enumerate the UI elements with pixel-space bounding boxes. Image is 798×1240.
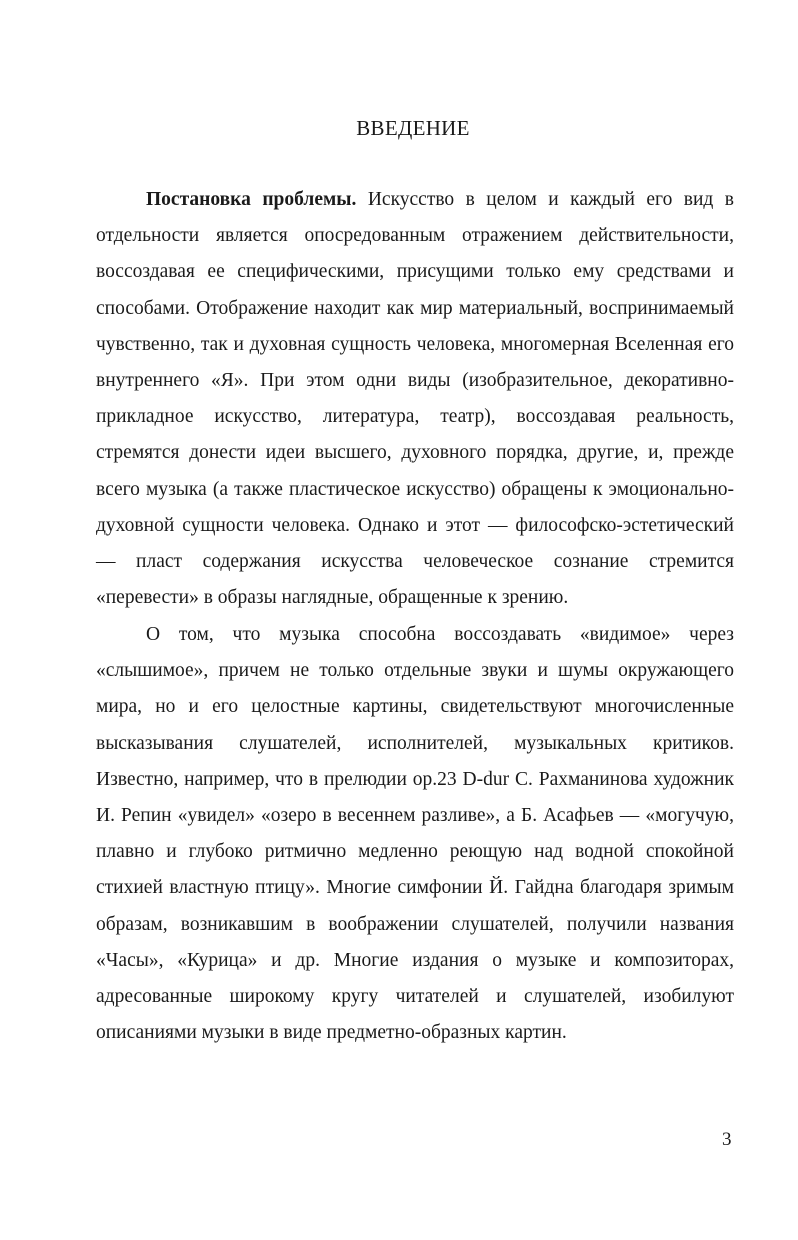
page-number: 3 [722,1129,732,1150]
paragraph-lead: Постановка проблемы. [146,189,357,210]
paragraph-problem-statement [96,182,734,616]
section-title: ВВЕДЕНИЕ [356,116,470,140]
paragraph-body: Искусство в целом и каждый его вид в отдельности является опосредованным отражением действительности, воссоздавая ее специфическими, присущими только ему средствами и способами. Отображение находит как мир материальный, воспринимаемый чувственно, так и духовная сущность человека, многомерная Вселенная его внутреннего «Я». При этом одни виды (изобразительное, декоративно-прикладное искусство, литература, театр), воссоздавая реальность, стремятся донести идеи высшего, духовного порядка, другие, и, прежде всего музыка (а также пластическое искусство) обращены к эмоционально-духовной сущности человека. Однако и этот — философско-эстетический — пласт содержания искусства человеческое сознание стремится «перевести» в образы наглядные, обращенные к зрению. [96,189,734,609]
paragraph-text [96,182,734,616]
paragraph-text: О том, что музыка способна воссоздавать «видимое» через «слышимое», причем не только отдельные звуки и шумы окружающего мира, но и его целостные картины, свидетельствуют многочисленные высказывания слушателей, исполнителей, музыкальных критиков. Известно, например, что в прелюдии op.23 D-dur С. Рахманинова художник И. Репин «увидел» «озеро в весеннем разливе», а Б. Асафьев — «могучую, плавно и глубоко ритмично медленно реющую над водной спокойной стихией властную птицу». Многие симфонии Й. Гайдна благодаря зримым образам, возникавшим в воображении слушателей, получили названия «Часы», «Курица» и др. Многие издания о музыке и композиторах, адресованные широкому кругу читателей и слушателей, изобилуют описаниями музыки в виде предметно-образных картин. [96,624,734,1044]
paragraph-music-visual [96,617,734,1051]
